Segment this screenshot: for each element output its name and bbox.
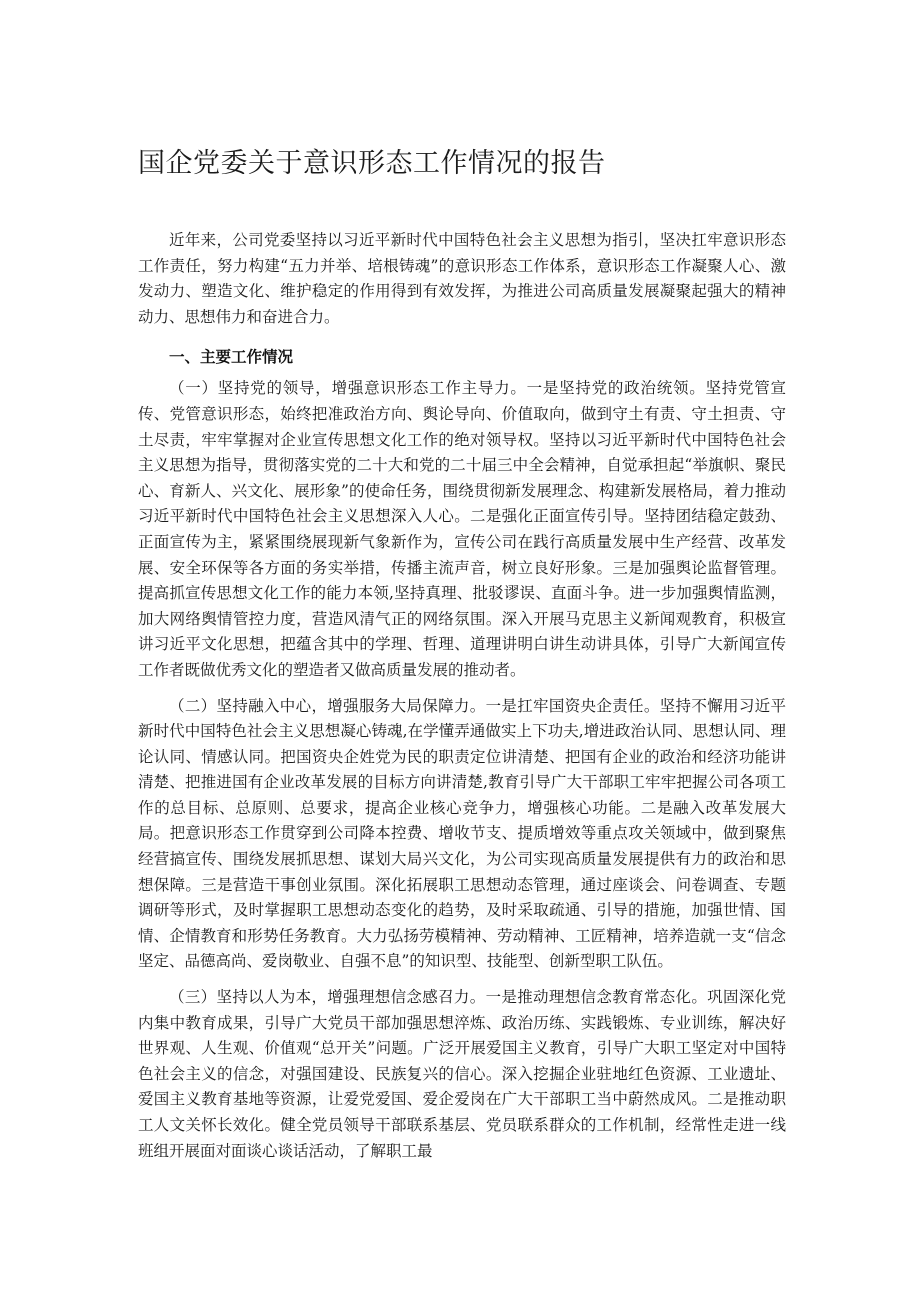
- intro-paragraph: 近年来，公司党委坚持以习近平新时代中国特色社会主义思想为指引，坚决扛牢意识形态工作责任，努力构建“五力并举、培根铸魂”的意识形态工作体系，意识形态工作凝聚人心、激发动力、塑造文化、维护稳定的作用得到有效发挥，为推进公司高质量发展凝聚起强大的精神动力、思想伟力和奋进合力。: [138, 231, 786, 326]
- paragraph-1: （一）坚持党的领导，增强意识形态工作主导力。一是坚持党的政治统领。坚持党管宣传、党管意识形态，始终把准政治方向、舆论导向、价值取向，做到守土有责、守土担责、守土尽责，牢牢掌握对企业宣传思想文化工作的绝对领导权。坚持以习近平新时代中国特色社会主义思想为指导，贯彻落实党的二十大和党的二十届三中全会精神，自觉承担起“举旗帜、聚民心、育新人、兴文化、展形象”的使命任务，围绕贯彻新发展理念、构建新发展格局，着力推动习近平新时代中国特色社会主义思想深入人心。二是强化正面宣传引导。坚持团结稳定鼓劲、正面宣传为主，紧紧围绕展现新气象新作为，宣传公司在践行高质量发展中生产经营、改革发展、安全环保等各方面的务实举措，传播主流声音，树立良好形象。三是加强舆论监督管理。提高抓宣传思想文化工作的能力本领,坚持真理、批驳谬误、直面斗争。进一步加强舆情监测，加大网络舆情管控力度，营造风清气正的网络氛围。深入开展马克思主义新闻观教育，积极宣讲习近平文化思想，把蕴含其中的学理、哲理、道理讲明白讲生动讲具体，引导广大新闻宣传工作者既做优秀文化的塑造者又做高质量发展的推动者。: [138, 379, 786, 679]
- section-heading-main-work: 一、主要工作情况: [169, 347, 294, 367]
- document-title: 国企党委关于意识形态工作情况的报告: [138, 148, 606, 179]
- paragraph-2: （二）坚持融入中心，增强服务大局保障力。一是扛牢国资央企责任。坚持不懈用习近平新时代中国特色社会主义思想凝心铸魂,在学懂弄通做实上下功夫,增进政治认同、思想认同、理论认同、情感认同。把国资央企姓党为民的职责定位讲清楚、把国有企业的政治和经济功能讲清楚、把推进国有企业改革发展的目标方向讲清楚,教育引导广大干部职工牢牢把握公司各项工作的总目标、总原则、总要求，提高企业核心竞争力，增强核心功能。二是融入改革发展大局。把意识形态工作贯穿到公司降本控费、增收节支、提质增效等重点攻关领域中，做到聚焦经营搞宣传、围绕发展抓思想、谋划大局兴文化，为公司实现高质量发展提供有力的政治和思想保障。三是营造干事创业氛围。深化拓展职工思想动态管理，通过座谈会、问卷调查、专题调研等形式，及时掌握职工思想动态变化的趋势，及时采取疏通、引导的措施，加强世情、国情、企情教育和形势任务教育。大力弘扬劳模精神、劳动精神、工匠精神，培养造就一支“信念坚定、品德高尚、爱岗敬业、自强不息”的知识型、技能型、创新型职工队伍。: [138, 696, 786, 971]
- document-body: [138, 228, 786, 1164]
- paragraph-3: （三）坚持以人为本，增强理想信念感召力。一是推动理想信念教育常态化。巩固深化党内集中教育成果，引导广大党员干部加强思想淬炼、政治历练、实践锻炼、专业训练，解决好世界观、人生观、价值观“总开关”问题。广泛开展爱国主义教育，引导广大职工坚定对中国特色社会主义的信念，对强国建设、民族复兴的信心。深入挖掘企业驻地红色资源、工业遗址、爱国主义教育基地等资源，让爱党爱国、爱企爱岗在广大干部职工当中蔚然成风。二是推动职工人文关怀长效化。健全党员领导干部联系基层、党员联系群众的工作机制，经常性走进一线班组开展面对面谈心谈话活动，了解职工最: [138, 988, 786, 1160]
